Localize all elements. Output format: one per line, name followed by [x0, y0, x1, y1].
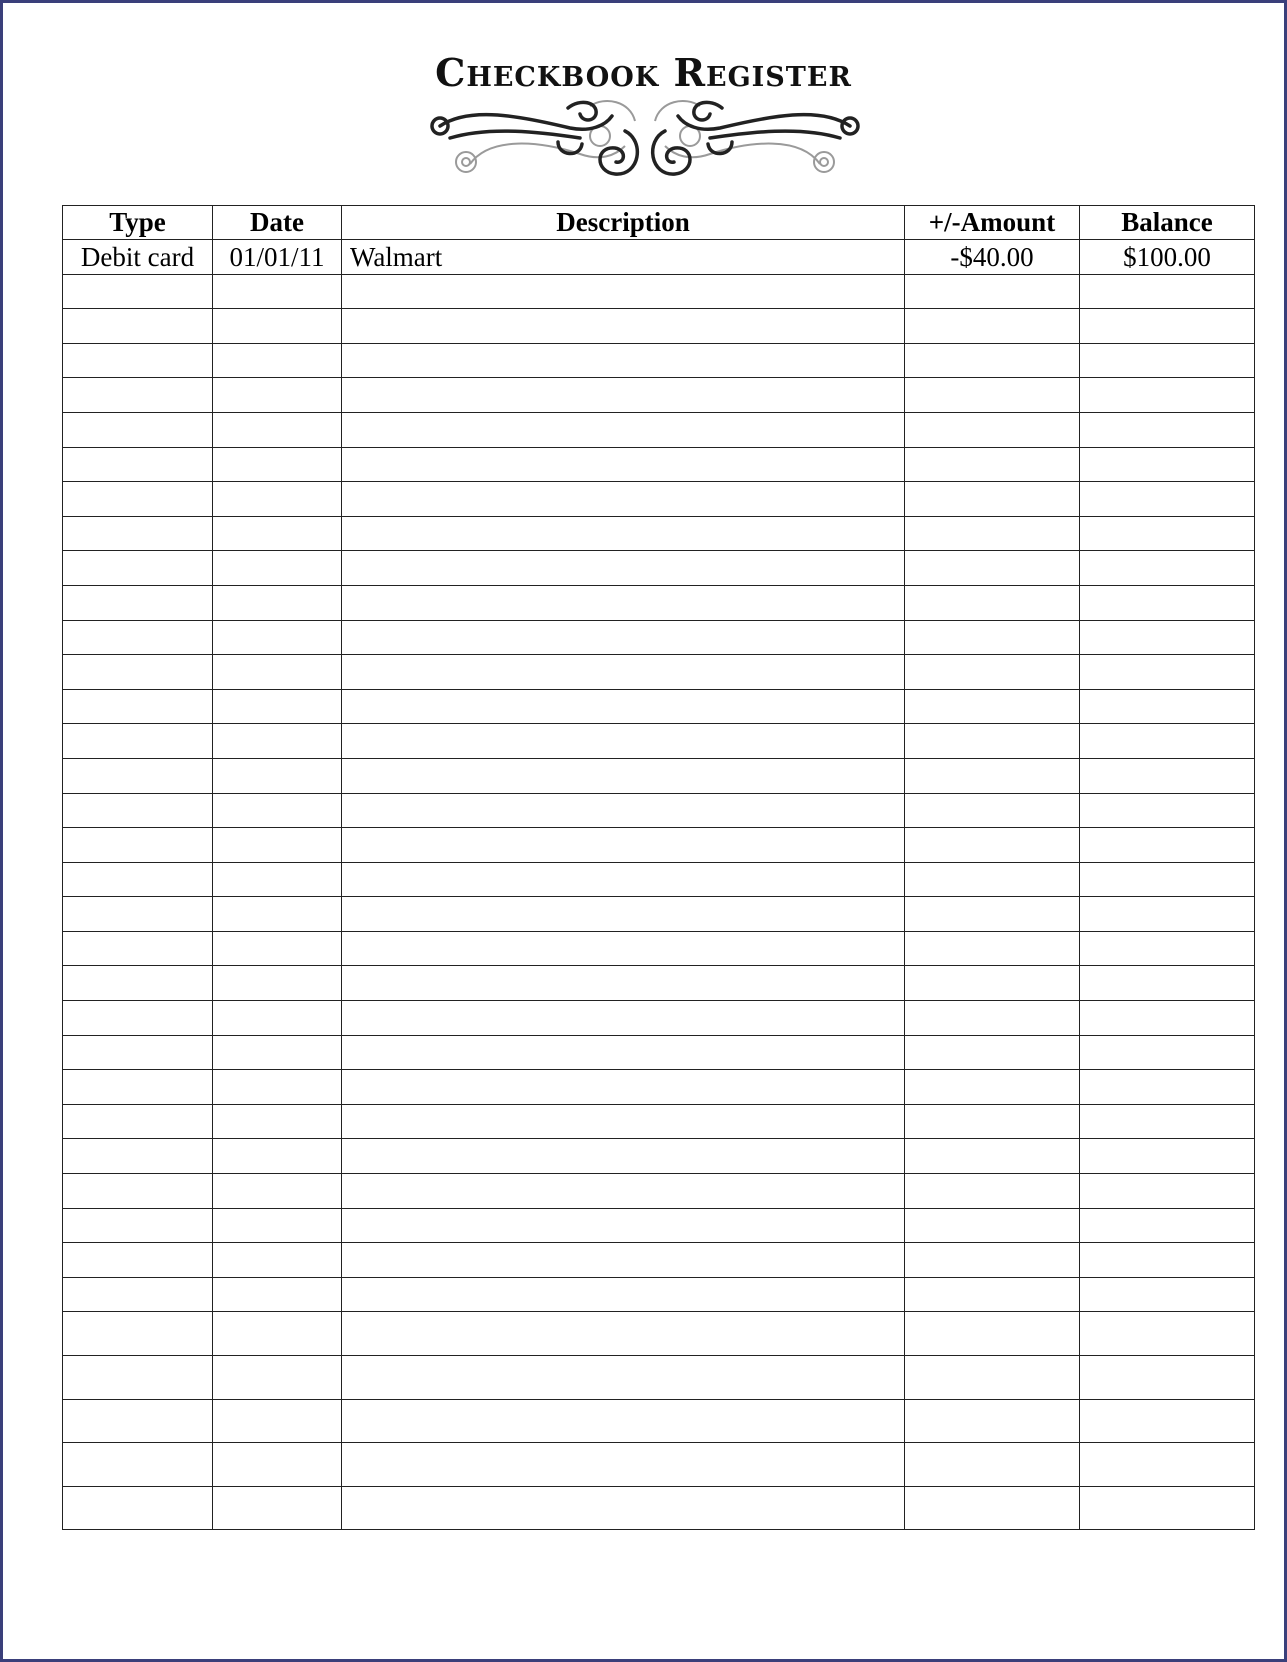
cell-description[interactable] — [342, 378, 905, 413]
cell-type[interactable] — [63, 931, 213, 966]
cell-description[interactable] — [342, 343, 905, 378]
cell-description[interactable] — [342, 1399, 905, 1443]
cell-description[interactable] — [342, 1035, 905, 1070]
cell-amount[interactable] — [905, 585, 1080, 620]
cell-balance[interactable] — [1080, 620, 1255, 655]
cell-description[interactable] — [342, 1443, 905, 1487]
cell-balance[interactable] — [1080, 585, 1255, 620]
cell-amount[interactable] — [905, 309, 1080, 344]
cell-date[interactable] — [213, 447, 342, 482]
cell-amount[interactable] — [905, 412, 1080, 447]
cell-amount[interactable] — [905, 655, 1080, 690]
cell-date[interactable] — [213, 1312, 342, 1356]
cell-description[interactable] — [342, 724, 905, 759]
cell-amount[interactable] — [905, 1486, 1080, 1530]
table-row — [63, 1070, 1255, 1105]
table-row — [63, 862, 1255, 897]
cell-description[interactable] — [342, 966, 905, 1001]
cell-date[interactable] — [213, 1070, 342, 1105]
cell-balance[interactable] — [1080, 551, 1255, 586]
table-row — [63, 1399, 1255, 1443]
cell-type[interactable] — [63, 1174, 213, 1209]
table-row — [63, 585, 1255, 620]
cell-date[interactable] — [213, 758, 342, 793]
cell-amount[interactable] — [905, 1035, 1080, 1070]
cell-type[interactable] — [63, 724, 213, 759]
cell-amount[interactable] — [905, 378, 1080, 413]
cell-date[interactable] — [213, 1356, 342, 1400]
cell-balance[interactable] — [1080, 1001, 1255, 1036]
cell-balance[interactable] — [1080, 482, 1255, 517]
cell-type[interactable] — [63, 689, 213, 724]
cell-balance[interactable]: $100.00 — [1080, 240, 1255, 275]
cell-type[interactable] — [63, 1356, 213, 1400]
cell-amount[interactable] — [905, 897, 1080, 932]
cell-date[interactable] — [213, 1277, 342, 1312]
cell-description[interactable] — [342, 1277, 905, 1312]
cell-balance[interactable] — [1080, 343, 1255, 378]
cell-date[interactable] — [213, 412, 342, 447]
table-row — [63, 378, 1255, 413]
cell-date[interactable] — [213, 378, 342, 413]
cell-date[interactable] — [213, 1035, 342, 1070]
cell-amount[interactable] — [905, 1399, 1080, 1443]
cell-balance[interactable] — [1080, 1486, 1255, 1530]
table-row — [63, 1312, 1255, 1356]
cell-balance[interactable] — [1080, 274, 1255, 309]
cell-type[interactable] — [63, 793, 213, 828]
cell-description[interactable] — [342, 274, 905, 309]
table-row — [63, 412, 1255, 447]
cell-balance[interactable] — [1080, 447, 1255, 482]
cell-date[interactable] — [213, 620, 342, 655]
cell-date[interactable] — [213, 862, 342, 897]
cell-type[interactable] — [63, 274, 213, 309]
cell-description[interactable] — [342, 758, 905, 793]
cell-amount[interactable] — [905, 724, 1080, 759]
column-header-description: Description — [342, 206, 905, 240]
cell-type[interactable] — [63, 828, 213, 863]
cell-description[interactable] — [342, 1243, 905, 1278]
cell-type[interactable] — [63, 897, 213, 932]
cell-balance[interactable] — [1080, 897, 1255, 932]
cell-type[interactable] — [63, 1104, 213, 1139]
cell-description[interactable] — [342, 689, 905, 724]
cell-date[interactable] — [213, 793, 342, 828]
cell-type[interactable] — [63, 447, 213, 482]
cell-description[interactable] — [342, 620, 905, 655]
cell-amount[interactable] — [905, 620, 1080, 655]
cell-date[interactable] — [213, 655, 342, 690]
cell-date[interactable] — [213, 966, 342, 1001]
cell-amount[interactable] — [905, 1356, 1080, 1400]
register-table — [62, 205, 1255, 1530]
table-row — [63, 1243, 1255, 1278]
cell-type[interactable] — [63, 1139, 213, 1174]
cell-description[interactable] — [342, 1208, 905, 1243]
cell-balance[interactable] — [1080, 309, 1255, 344]
cell-description[interactable] — [342, 1104, 905, 1139]
table-row — [63, 620, 1255, 655]
cell-description[interactable] — [342, 482, 905, 517]
table-row — [63, 897, 1255, 932]
cell-date[interactable] — [213, 1208, 342, 1243]
table-row — [63, 1035, 1255, 1070]
cell-date[interactable] — [213, 516, 342, 551]
cell-description[interactable] — [342, 412, 905, 447]
cell-description[interactable] — [342, 828, 905, 863]
cell-balance[interactable] — [1080, 1070, 1255, 1105]
table-row — [63, 482, 1255, 517]
table-row — [63, 689, 1255, 724]
cell-balance[interactable] — [1080, 1312, 1255, 1356]
cell-type[interactable] — [63, 378, 213, 413]
cell-date[interactable] — [213, 309, 342, 344]
cell-type[interactable] — [63, 1070, 213, 1105]
cell-amount[interactable] — [905, 516, 1080, 551]
cell-balance[interactable] — [1080, 758, 1255, 793]
table-row — [63, 1208, 1255, 1243]
table-row — [63, 758, 1255, 793]
table-row — [63, 724, 1255, 759]
table-row — [63, 655, 1255, 690]
table-row — [63, 1356, 1255, 1400]
cell-amount[interactable] — [905, 931, 1080, 966]
cell-description[interactable] — [342, 1356, 905, 1400]
column-header-amount: +/-Amount — [905, 206, 1080, 240]
cell-type[interactable] — [63, 1208, 213, 1243]
cell-amount[interactable]: -$40.00 — [905, 240, 1080, 275]
cell-description[interactable] — [342, 931, 905, 966]
cell-amount[interactable] — [905, 1001, 1080, 1036]
cell-amount[interactable] — [905, 793, 1080, 828]
cell-date[interactable] — [213, 343, 342, 378]
cell-balance[interactable] — [1080, 1208, 1255, 1243]
cell-type[interactable] — [63, 412, 213, 447]
cell-balance[interactable] — [1080, 862, 1255, 897]
cell-date[interactable] — [213, 1399, 342, 1443]
cell-balance[interactable] — [1080, 1443, 1255, 1487]
cell-amount[interactable] — [905, 1243, 1080, 1278]
cell-date[interactable] — [213, 689, 342, 724]
cell-description[interactable] — [342, 1486, 905, 1530]
cell-balance[interactable] — [1080, 1243, 1255, 1278]
cell-amount[interactable] — [905, 966, 1080, 1001]
cell-type[interactable] — [63, 309, 213, 344]
cell-type[interactable] — [63, 482, 213, 517]
cell-balance[interactable] — [1080, 1035, 1255, 1070]
flourish-ornament-icon — [430, 96, 860, 196]
cell-description[interactable] — [342, 1312, 905, 1356]
cell-balance[interactable] — [1080, 1356, 1255, 1400]
cell-type[interactable] — [63, 1443, 213, 1487]
cell-amount[interactable] — [905, 1277, 1080, 1312]
cell-balance[interactable] — [1080, 931, 1255, 966]
cell-amount[interactable] — [905, 1104, 1080, 1139]
table-header-row — [63, 206, 1255, 240]
table-row — [63, 966, 1255, 1001]
cell-date[interactable] — [213, 1243, 342, 1278]
cell-amount[interactable] — [905, 1139, 1080, 1174]
cell-description[interactable] — [342, 585, 905, 620]
cell-type[interactable] — [63, 343, 213, 378]
cell-date[interactable] — [213, 1174, 342, 1209]
cell-amount[interactable] — [905, 758, 1080, 793]
cell-date[interactable] — [213, 1139, 342, 1174]
cell-date[interactable] — [213, 1001, 342, 1036]
cell-description[interactable] — [342, 793, 905, 828]
cell-amount[interactable] — [905, 1070, 1080, 1105]
cell-type[interactable] — [63, 1486, 213, 1530]
register-body — [63, 240, 1255, 1530]
cell-type[interactable] — [63, 1243, 213, 1278]
cell-balance[interactable] — [1080, 689, 1255, 724]
cell-type[interactable] — [63, 1001, 213, 1036]
table-row — [63, 1001, 1255, 1036]
cell-amount[interactable] — [905, 689, 1080, 724]
cell-date[interactable] — [213, 931, 342, 966]
cell-balance[interactable] — [1080, 516, 1255, 551]
column-header-date: Date — [213, 206, 342, 240]
page-title: Checkbook Register — [435, 50, 852, 95]
cell-amount[interactable] — [905, 274, 1080, 309]
cell-description[interactable] — [342, 309, 905, 344]
cell-balance[interactable] — [1080, 412, 1255, 447]
cell-description[interactable] — [342, 897, 905, 932]
cell-date[interactable] — [213, 585, 342, 620]
cell-type[interactable] — [63, 1399, 213, 1443]
cell-type[interactable] — [63, 1035, 213, 1070]
table-row — [63, 1443, 1255, 1487]
table-row — [63, 447, 1255, 482]
cell-balance[interactable] — [1080, 1399, 1255, 1443]
cell-amount[interactable] — [905, 862, 1080, 897]
table-row — [63, 931, 1255, 966]
cell-description[interactable] — [342, 1070, 905, 1105]
table-row — [63, 1104, 1255, 1139]
table-row — [63, 551, 1255, 586]
cell-date[interactable] — [213, 274, 342, 309]
cell-balance[interactable] — [1080, 1104, 1255, 1139]
table-row — [63, 1277, 1255, 1312]
table-row — [63, 1174, 1255, 1209]
cell-description[interactable] — [342, 655, 905, 690]
table-row — [63, 309, 1255, 344]
cell-balance[interactable] — [1080, 378, 1255, 413]
table-row — [63, 793, 1255, 828]
cell-balance[interactable] — [1080, 1139, 1255, 1174]
cell-balance[interactable] — [1080, 655, 1255, 690]
cell-date[interactable] — [213, 828, 342, 863]
cell-date[interactable] — [213, 1486, 342, 1530]
cell-description[interactable] — [342, 1139, 905, 1174]
cell-date[interactable] — [213, 724, 342, 759]
cell-description[interactable]: Walmart — [342, 240, 905, 275]
column-header-type: Type — [63, 206, 213, 240]
cell-type[interactable] — [63, 585, 213, 620]
cell-amount[interactable] — [905, 1443, 1080, 1487]
cell-amount[interactable] — [905, 1312, 1080, 1356]
cell-amount[interactable] — [905, 1208, 1080, 1243]
cell-description[interactable] — [342, 447, 905, 482]
table-row — [63, 1486, 1255, 1530]
cell-type[interactable] — [63, 1277, 213, 1312]
cell-date[interactable] — [213, 897, 342, 932]
cell-balance[interactable] — [1080, 793, 1255, 828]
cell-balance[interactable] — [1080, 966, 1255, 1001]
table-row — [63, 274, 1255, 309]
cell-type[interactable] — [63, 655, 213, 690]
cell-type[interactable] — [63, 862, 213, 897]
cell-description[interactable] — [342, 1001, 905, 1036]
cell-amount[interactable] — [905, 828, 1080, 863]
cell-type[interactable] — [63, 758, 213, 793]
cell-description[interactable] — [342, 862, 905, 897]
cell-type[interactable] — [63, 966, 213, 1001]
table-row — [63, 240, 1255, 275]
cell-type[interactable] — [63, 516, 213, 551]
cell-type[interactable] — [63, 551, 213, 586]
table-row — [63, 1139, 1255, 1174]
cell-amount[interactable] — [905, 447, 1080, 482]
cell-balance[interactable] — [1080, 828, 1255, 863]
table-row — [63, 343, 1255, 378]
column-header-balance: Balance — [1080, 206, 1255, 240]
cell-type[interactable] — [63, 1312, 213, 1356]
cell-type[interactable] — [63, 620, 213, 655]
cell-amount[interactable] — [905, 1174, 1080, 1209]
cell-type[interactable]: Debit card — [63, 240, 213, 275]
cell-date[interactable]: 01/01/11 — [213, 240, 342, 275]
cell-description[interactable] — [342, 551, 905, 586]
cell-description[interactable] — [342, 1174, 905, 1209]
cell-date[interactable] — [213, 1104, 342, 1139]
cell-balance[interactable] — [1080, 724, 1255, 759]
cell-amount[interactable] — [905, 482, 1080, 517]
table-row — [63, 828, 1255, 863]
cell-amount[interactable] — [905, 343, 1080, 378]
cell-date[interactable] — [213, 551, 342, 586]
cell-amount[interactable] — [905, 551, 1080, 586]
cell-date[interactable] — [213, 482, 342, 517]
cell-balance[interactable] — [1080, 1174, 1255, 1209]
cell-description[interactable] — [342, 516, 905, 551]
table-row — [63, 516, 1255, 551]
cell-balance[interactable] — [1080, 1277, 1255, 1312]
cell-date[interactable] — [213, 1443, 342, 1487]
